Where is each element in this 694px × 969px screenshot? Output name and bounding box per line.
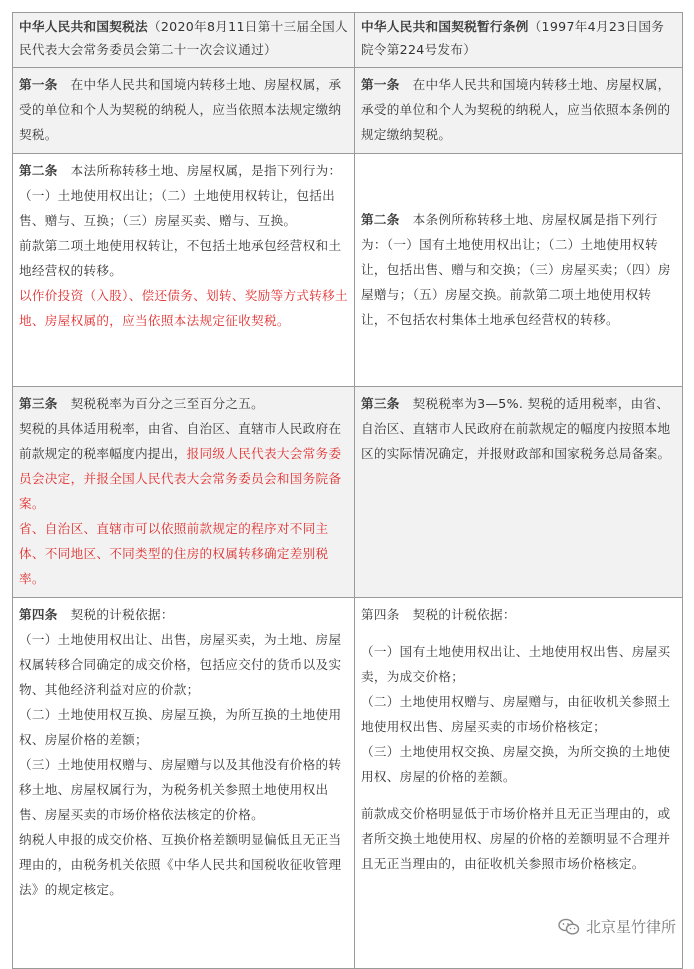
article-label: 第三条 <box>19 396 58 411</box>
article-text: 在中华人民共和国境内转移土地、房屋权属，承受的单位和个人为契税的纳税人，应当依照本条例的规定缴纳契税。 <box>361 77 671 142</box>
right-law-note: （1997年4月23日国务院令第224号发布） <box>361 19 665 57</box>
article-label: 第三条 <box>361 396 400 411</box>
article-item: （二）土地使用权互换、房屋互换，为所互换的土地使用权、房屋价格的差额； <box>19 707 342 747</box>
table-header-row <box>13 13 683 68</box>
left-law-note: （2020年8月11日第十三届全国人民代表大会常务委员会第二十一次会议通过） <box>19 19 348 57</box>
article-text: 本条例所称转移土地、房屋权属是指下列行为：（一）国有土地使用权出让；（二）土地使用权转让，包括出售、赠与和交换；（三）房屋买卖；（四）房屋赠与；（五）房屋交换。前款第二项土地使用权转让，不包括农村集体土地承包经营权的转移。 <box>361 211 671 327</box>
article-4-row <box>13 598 683 969</box>
article-item: （三）土地使用权赠与、房屋赠与以及其他没有价格的转移土地、房屋权属行为，为税务机关参照土地使用权出售、房屋买卖的市场价格依法核定的价格。 <box>19 757 342 822</box>
article-2-row <box>13 154 683 387</box>
article-1-row <box>13 68 683 154</box>
article-intro: 契税的计税依据： <box>412 607 516 622</box>
article-text-amended: 以作价投资（入股）、偿还债务、划转、奖励等方式转移土地、房屋权属的，应当依照本法规定征收契税。 <box>19 288 348 328</box>
right-law-title: 中华人民共和国契税暂行条例 <box>361 19 529 34</box>
left-law-title: 中华人民共和国契税法 <box>19 19 148 34</box>
article-label: 第四条 <box>361 607 400 622</box>
article-text-amended: 省、自治区、直辖市可以依照前款规定的程序对不同主体、不同地区、不同类型的住房的权属转移确定差别税率。 <box>19 521 329 586</box>
article-1-left <box>13 68 355 154</box>
article-1-right <box>355 68 683 154</box>
article-label: 第二条 <box>19 163 58 178</box>
article-3-left <box>13 387 355 598</box>
article-text: 契税的具体适用税率，由省、自治区、直辖市人民政府在前款规定的税率幅度内提出， <box>19 421 342 461</box>
article-text: 契税税率为3—5%. 契税的适用税率，由省、自治区、直辖市人民政府在前款规定的幅度内按照本地区的实际情况确定，并报财政部和国家税务总局备案。 <box>361 396 671 461</box>
article-item: （一）国有土地使用权出让、土地使用权出售、房屋买卖，为成交价格； <box>361 644 671 684</box>
article-item: （二）土地使用权赠与、房屋赠与，由征收机关参照土地使用权出售、房屋买卖的市场价格核定； <box>361 694 671 734</box>
article-label: 第一条 <box>19 77 58 92</box>
article-text-amended: 报同级人民代表大会常务委员会决定，并报全国人民代表大会常务委员会和国务院备案。 <box>19 446 342 511</box>
article-4-right <box>355 598 683 969</box>
article-3-row <box>13 387 683 598</box>
article-text: 在中华人民共和国境内转移土地、房屋权属，承受的单位和个人为契税的纳税人，应当依照本法规定缴纳契税。 <box>19 77 342 142</box>
article-intro: 契税的计税依据： <box>70 607 174 622</box>
article-text: 前款第二项土地使用权转让，不包括土地承包经营权和土地经营权的转移。 <box>19 238 342 278</box>
header-left <box>13 13 355 68</box>
comparison-table <box>12 12 683 969</box>
watermark <box>554 914 680 939</box>
wechat-icon <box>558 918 580 936</box>
article-text: 本法所称转移土地、房屋权属，是指下列行为：（一）土地使用权出让；（二）土地使用权转让，包括出售、赠与、互换；（三）房屋买卖、赠与、互换。 <box>19 163 342 228</box>
article-item: （三）土地使用权交换、房屋交换，为所交换的土地使用权、房屋的价格的差额。 <box>361 744 671 784</box>
article-item: （一）土地使用权出让、出售，房屋买卖，为土地、房屋权属转移合同确定的成交价格，包括应交付的货币以及实物、其他经济利益对应的价款； <box>19 632 342 697</box>
watermark-text: 北京星竹律所 <box>585 918 676 936</box>
article-item: 纳税人申报的成交价格、互换价格差额明显偏低且无正当理由的，由税务机关依照《中华人民共和国税收征收管理法》的规定核定。 <box>19 832 342 897</box>
article-text: 契税税率为百分之三至百分之五。 <box>70 396 265 411</box>
header-right <box>355 13 683 68</box>
article-3-right <box>355 387 683 598</box>
article-2-left <box>13 154 355 387</box>
article-label: 第一条 <box>361 77 400 92</box>
article-4-left <box>13 598 355 969</box>
article-label: 第四条 <box>19 607 58 622</box>
article-2-right <box>355 154 683 387</box>
article-tail: 前款成交价格明显低于市场价格并且无正当理由的，或者所交换土地使用权、房屋的价格的差额明显不合理并且无正当理由的，由征收机关参照市场价格核定。 <box>361 806 671 871</box>
article-label: 第二条 <box>361 211 400 227</box>
